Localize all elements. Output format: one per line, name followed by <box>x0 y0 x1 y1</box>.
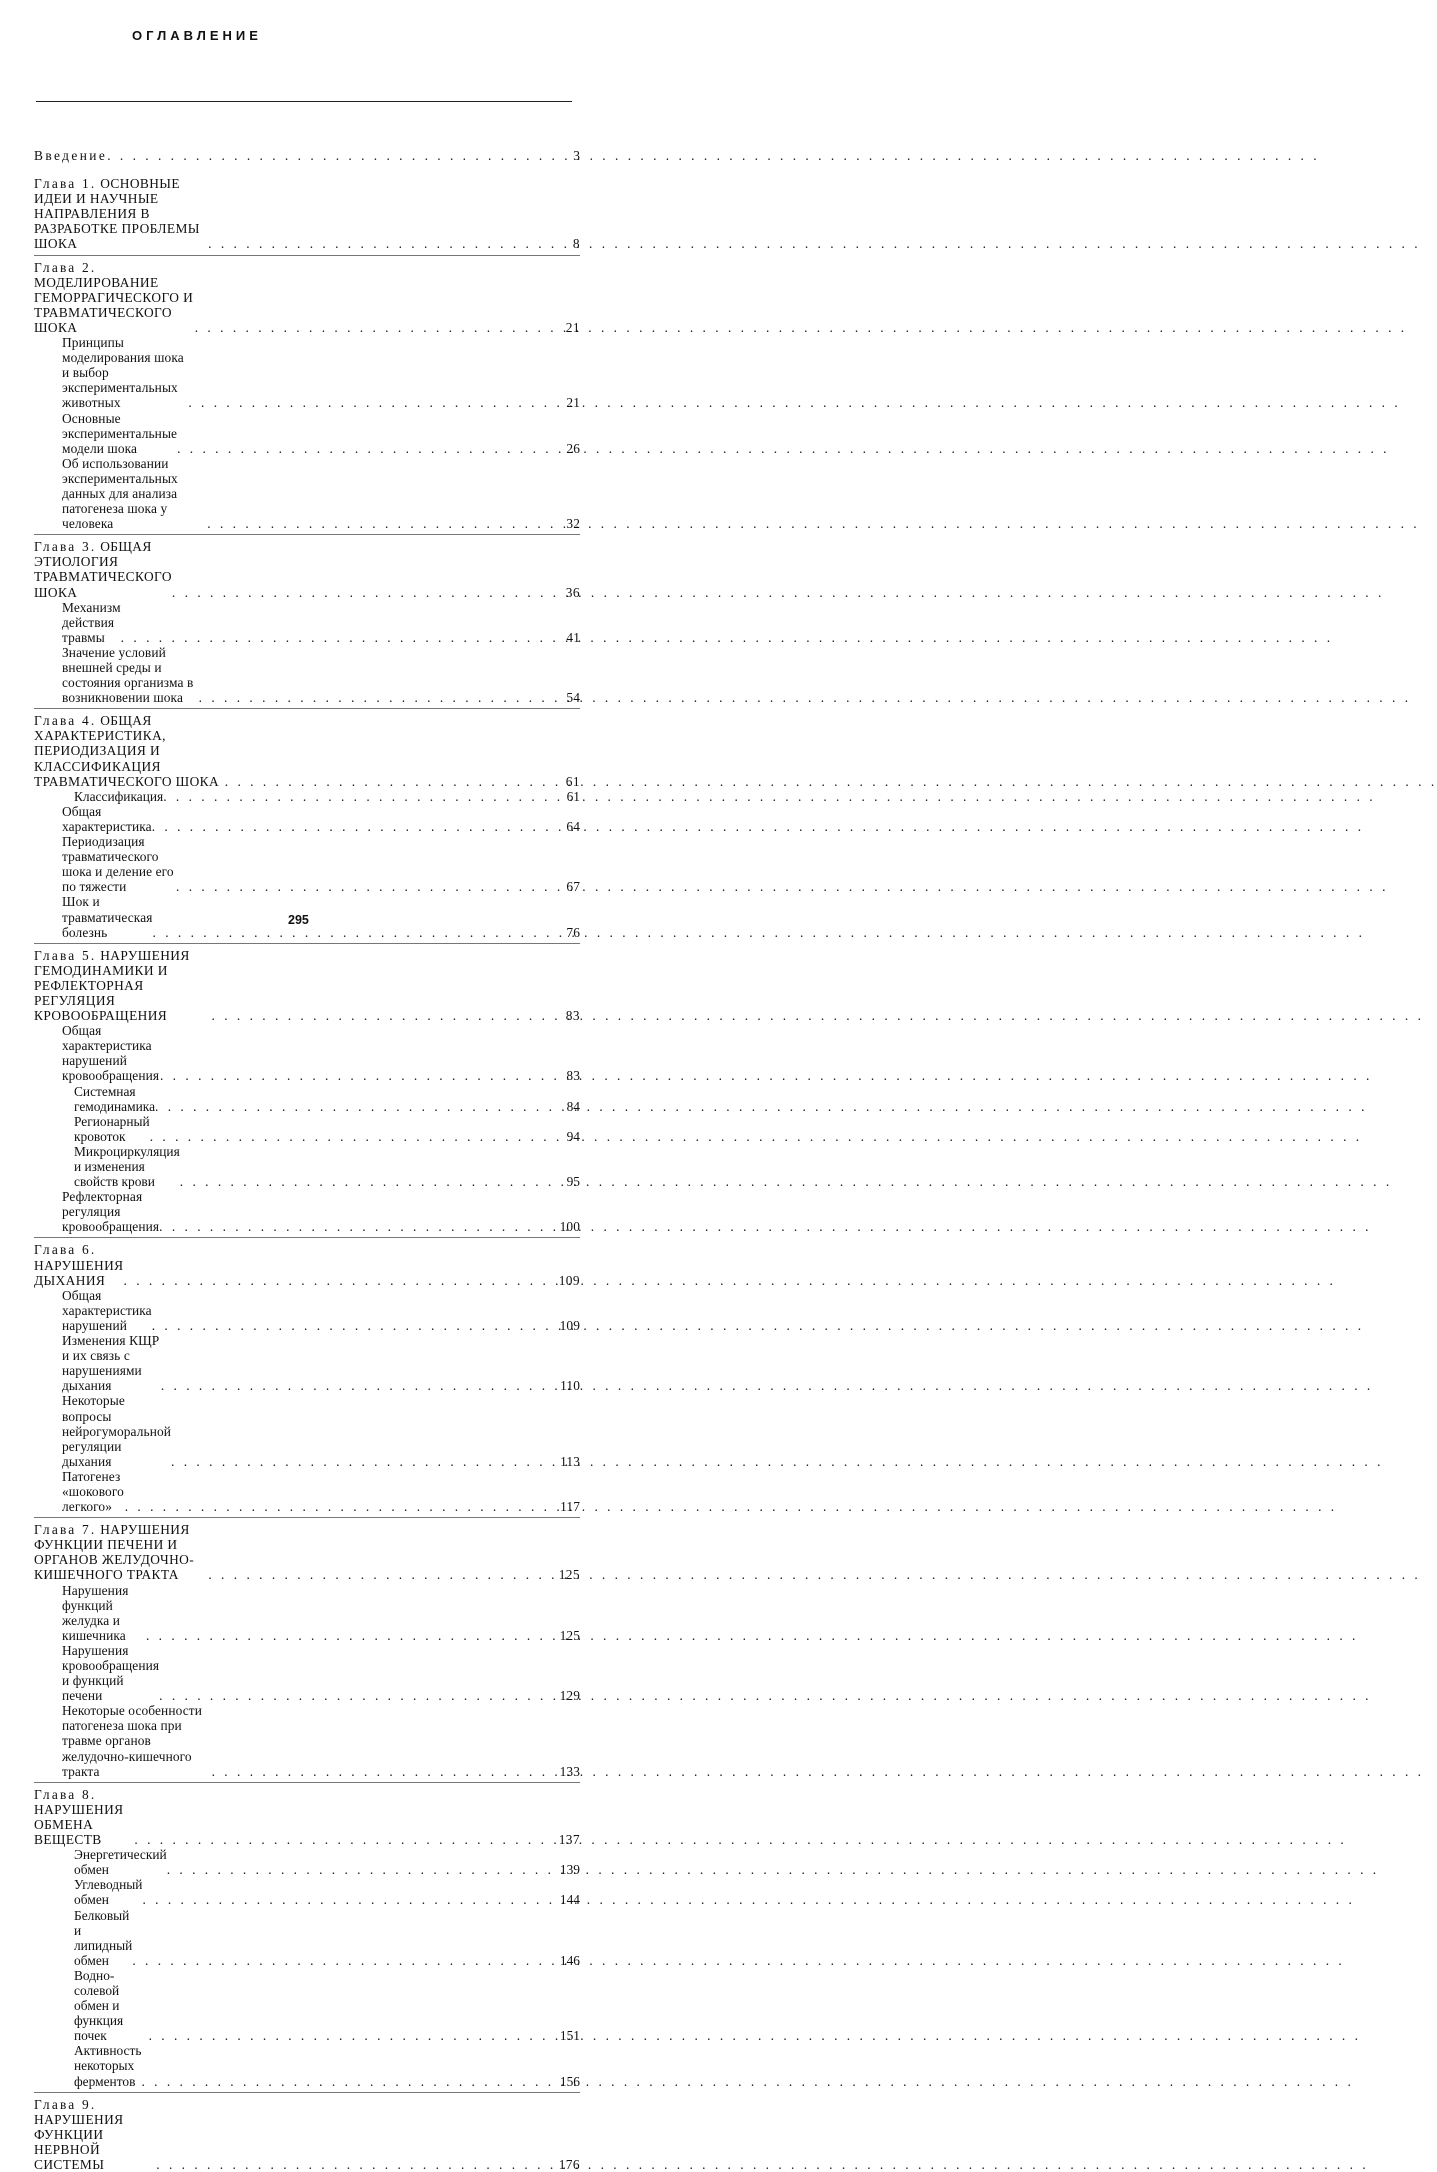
dot-leader <box>188 395 554 410</box>
toc-section-title: Патогенез «шокового легкого» <box>62 1468 124 1515</box>
toc-section-page: 156 <box>559 2073 580 2089</box>
chapter-label: Глава 6. <box>34 1242 97 1258</box>
toc-section[interactable] <box>34 1469 580 1514</box>
toc-section[interactable] <box>34 645 580 705</box>
toc-section[interactable] <box>34 834 580 894</box>
dot-leader <box>125 1499 554 1514</box>
toc-section-page: 125 <box>559 1627 580 1643</box>
toc-chapter-1[interactable] <box>34 176 580 251</box>
toc-chapter-page: 61 <box>565 773 580 789</box>
toc-section-page: 76 <box>566 924 580 940</box>
dot-leader <box>156 2157 554 2172</box>
toc-section-page: 64 <box>566 818 580 834</box>
toc-section[interactable] <box>34 1968 580 2043</box>
chapter-label: Глава 5. <box>34 947 97 963</box>
toc-section-page: 84 <box>566 1098 580 1114</box>
dot-leader <box>225 774 554 789</box>
dot-leader <box>171 1454 554 1469</box>
chapter-title: МОДЕЛИРОВАНИЕ ГЕМОРРАГИЧЕСКОГО И ТРАВМАТИЧЕСКОГО ШОКА <box>34 274 194 335</box>
chapter-separator <box>34 255 580 256</box>
toc-section-page: 129 <box>559 1688 580 1704</box>
toc-section-title: Нарушения функций желудка и кишечника <box>62 1582 129 1643</box>
toc-section[interactable] <box>34 1847 580 1877</box>
toc-section-page: 26 <box>566 440 580 456</box>
toc-section-page: 146 <box>559 1952 580 1968</box>
toc-section-page: 110 <box>560 1378 580 1394</box>
toc-entry-title: Введение <box>34 148 108 163</box>
toc-section[interactable] <box>34 1393 580 1468</box>
toc-section-title: Шок и травматическая болезнь <box>62 894 153 940</box>
dot-leader <box>207 516 554 531</box>
toc-chapter-page: 109 <box>558 1272 580 1288</box>
toc-section-title: Значение условий внешней среды и состояния организма в возникновении шока <box>62 644 194 706</box>
toc-chapter-page: 125 <box>558 1567 580 1583</box>
toc-section-page: 32 <box>566 516 580 532</box>
toc-chapter-page: 8 <box>572 236 580 252</box>
chapter-label: Глава 9. <box>34 2096 97 2112</box>
toc-chapter-heading <box>34 948 212 1023</box>
toc-section-page: 67 <box>566 879 580 895</box>
toc-section-page: 151 <box>559 2028 580 2044</box>
toc-section-page: 133 <box>559 1763 580 1779</box>
toc-chapter-heading <box>34 1522 208 1582</box>
toc-chapter-heading <box>34 260 195 335</box>
toc-entry-page: 3 <box>573 148 580 163</box>
dot-leader <box>121 630 554 645</box>
dot-leader <box>199 690 554 705</box>
toc-chapter-6[interactable] <box>34 1242 580 1287</box>
toc-section-title: Общая характеристика нарушений <box>62 1287 152 1333</box>
toc-section[interactable] <box>34 1189 580 1234</box>
toc-section-page: 113 <box>560 1453 580 1469</box>
dot-leader <box>195 320 554 335</box>
toc-section-title: Энергетический обмен <box>74 1847 167 1878</box>
table-of-contents <box>34 148 580 2172</box>
toc-chapter-9[interactable] <box>34 2097 580 2172</box>
toc-chapter-7[interactable] <box>34 1522 580 1582</box>
toc-chapter-heading <box>34 539 172 599</box>
toc-section[interactable] <box>34 411 580 456</box>
dot-leader <box>155 1099 554 1114</box>
toc-chapter-heading <box>34 2097 156 2172</box>
toc-section[interactable] <box>34 2043 580 2088</box>
toc-section[interactable] <box>34 1084 580 1114</box>
dot-leader <box>177 441 554 456</box>
toc-section-title: Классификация <box>74 788 164 804</box>
dot-leader <box>212 1764 554 1779</box>
toc-section-page: 117 <box>560 1499 580 1515</box>
toc-section-title: Принципы моделирования шока и выбор экспериментальных животных <box>62 335 184 411</box>
toc-section[interactable] <box>34 1583 580 1643</box>
dot-leader <box>176 879 554 894</box>
toc-section-title: Изменения КЩР и их связь с нарушениями дыхания <box>62 1333 160 1394</box>
toc-section-title: Механизм действия травмы <box>62 599 121 645</box>
toc-section-title: Микроциркуляция и изменения свойств крови <box>74 1143 180 1190</box>
dot-leader <box>161 1378 554 1393</box>
header-rule <box>36 101 572 102</box>
dot-leader <box>107 148 554 163</box>
chapter-separator <box>34 1237 580 1238</box>
dot-leader <box>134 1832 554 1847</box>
toc-chapter-8[interactable] <box>34 1787 580 1847</box>
toc-chapter-5[interactable] <box>34 948 580 1023</box>
toc-section[interactable] <box>34 1288 580 1333</box>
chapter-title: ОБЩАЯ ХАРАКТЕРИСТИКА, ПЕРИОДИЗАЦИЯ И КЛАССИФИКАЦИЯ ТРАВМАТИЧЕСКОГО ШОКА <box>34 713 220 789</box>
dot-leader <box>159 1688 554 1703</box>
chapter-label: Глава 1. <box>34 176 97 192</box>
toc-section[interactable] <box>34 804 580 834</box>
toc-section[interactable] <box>34 1643 580 1703</box>
dot-leader <box>208 236 554 251</box>
toc-section-title: Некоторые вопросы нейрогуморальной регуляции дыхания <box>62 1393 172 1469</box>
dot-leader <box>150 1129 554 1144</box>
toc-chapter-2[interactable] <box>34 260 580 335</box>
toc-section-title: Периодизация травматического шока и деление его по тяжести <box>62 834 174 895</box>
dot-leader <box>212 1008 554 1023</box>
toc-section-title: Нарушения кровообращения и функций печени <box>62 1642 160 1704</box>
dot-leader <box>153 925 554 940</box>
toc-section[interactable] <box>34 456 580 531</box>
chapter-label: Глава 7. <box>34 1522 97 1538</box>
toc-section[interactable] <box>34 1114 580 1144</box>
toc-section[interactable] <box>34 1333 580 1393</box>
toc-section-title: Общая характеристика <box>62 803 152 834</box>
toc-section-title: Водно-солевой обмен и функция почек <box>74 1967 124 2044</box>
toc-section-page: 41 <box>566 629 580 645</box>
toc-entry-introduction[interactable] <box>34 148 580 163</box>
chapter-separator <box>34 943 580 944</box>
chapter-title: НАРУШЕНИЯ ДЫХАНИЯ <box>34 1257 124 1288</box>
toc-chapter-heading <box>34 713 225 788</box>
toc-section-title: Основные экспериментальные модели шока <box>62 410 178 456</box>
toc-section[interactable] <box>34 600 580 645</box>
chapter-label: Глава 3. <box>34 539 97 555</box>
toc-chapter-3[interactable] <box>34 539 580 599</box>
dot-leader <box>159 1219 554 1234</box>
toc-section-page: 54 <box>566 690 580 706</box>
toc-section-page: 94 <box>566 1128 580 1144</box>
toc-section-page: 144 <box>559 1892 580 1908</box>
toc-section-title: Регионарный кровоток <box>74 1113 150 1144</box>
toc-section[interactable] <box>34 789 580 804</box>
toc-chapter-heading <box>34 1787 134 1847</box>
toc-chapter-4[interactable] <box>34 713 580 788</box>
toc-section-title: Углеводный обмен <box>74 1877 143 1908</box>
toc-section-page: 95 <box>566 1174 580 1190</box>
toc-chapter-heading <box>34 1242 124 1287</box>
toc-section-title: Системная гемодинамика <box>74 1083 156 1114</box>
chapter-title: НАРУШЕНИЯ ГЕМОДИНАМИКИ И РЕФЛЕКТОРНАЯ РЕГУЛЯЦИЯ КРОВООБРАЩЕНИЯ <box>34 947 190 1024</box>
dot-leader <box>146 1628 554 1643</box>
chapter-title: ОСНОВНЫЕ ИДЕИ И НАУЧНЫЕ НАПРАВЛЕНИЯ В РАЗРАБОТКЕ ПРОБЛЕМЫ ШОКА <box>34 176 200 252</box>
chapter-title: НАРУШЕНИЯ ФУНКЦИИ ПЕЧЕНИ И ОРГАНОВ ЖЕЛУДОЧНО-КИШЕЧНОГО ТРАКТА <box>34 1522 195 1583</box>
chapter-separator <box>34 534 580 535</box>
dot-leader <box>142 1892 554 1907</box>
toc-chapter-page: 83 <box>565 1008 580 1024</box>
dot-leader <box>152 819 554 834</box>
chapter-title: ОБЩАЯ ЭТИОЛОГИЯ ТРАВМАТИЧЕСКОГО ШОКА <box>34 539 172 600</box>
page-heading: ОГЛАВЛЕНИЕ <box>132 28 262 43</box>
toc-section-title: Белковый и липидный обмен <box>74 1907 133 1968</box>
dot-leader <box>160 1068 554 1083</box>
toc-section[interactable] <box>34 335 580 410</box>
chapter-label: Глава 8. <box>34 1786 97 1802</box>
toc-section[interactable] <box>34 1908 580 1968</box>
dot-leader <box>152 1318 554 1333</box>
dot-leader <box>132 1953 554 1968</box>
chapter-separator <box>34 1517 580 1518</box>
chapter-title: НАРУШЕНИЯ ФУНКЦИИ НЕРВНОЙ СИСТЕМЫ <box>34 2111 124 2172</box>
toc-chapter-page: 21 <box>565 319 580 335</box>
toc-chapter-page: 176 <box>558 2157 580 2172</box>
toc-section-page: 61 <box>566 788 580 804</box>
dot-leader <box>167 1862 554 1877</box>
chapter-separator <box>34 708 580 709</box>
toc-section-title: Общая характеристика нарушений кровообращения <box>62 1023 160 1084</box>
toc-chapter-page: 137 <box>558 1832 580 1848</box>
dot-leader <box>172 585 554 600</box>
chapter-separator <box>34 1782 580 1783</box>
dot-leader <box>180 1174 554 1189</box>
toc-section-page: 100 <box>559 1219 580 1235</box>
toc-section[interactable] <box>34 1703 580 1778</box>
toc-section-title: Рефлекторная регуляция кровообращения <box>62 1189 160 1235</box>
page-number: 295 <box>288 913 309 927</box>
toc-section-title: Активность некоторых ферментов <box>74 2043 142 2089</box>
toc-section[interactable] <box>34 1023 580 1083</box>
dot-leader <box>124 1273 555 1288</box>
toc-section-page: 109 <box>559 1317 580 1333</box>
toc-chapter-heading <box>34 176 208 251</box>
chapter-list <box>34 176 580 2172</box>
toc-section-page: 139 <box>559 1862 580 1878</box>
toc-section-page: 83 <box>566 1068 580 1084</box>
dot-leader <box>149 2028 554 2043</box>
chapter-label: Глава 4. <box>34 713 97 729</box>
chapter-title: НАРУШЕНИЯ ОБМЕНА ВЕЩЕСТВ <box>34 1801 124 1848</box>
dot-leader <box>208 1567 554 1582</box>
toc-chapter-page: 36 <box>565 584 580 600</box>
spacer <box>34 163 580 176</box>
toc-section[interactable] <box>34 1877 580 1907</box>
toc-section-title: Некоторые особенности патогенеза шока при травме органов желудочно-кишечного тракта <box>62 1703 202 1779</box>
toc-section-page: 21 <box>566 395 580 411</box>
chapter-separator <box>34 2092 580 2093</box>
toc-section[interactable] <box>34 1144 580 1189</box>
dot-leader <box>163 789 554 804</box>
chapter-label: Глава 2. <box>34 259 97 275</box>
toc-section-title: Об использовании экспериментальных данных для анализа патогенеза шока у человека <box>62 455 178 532</box>
dot-leader <box>141 2074 554 2089</box>
